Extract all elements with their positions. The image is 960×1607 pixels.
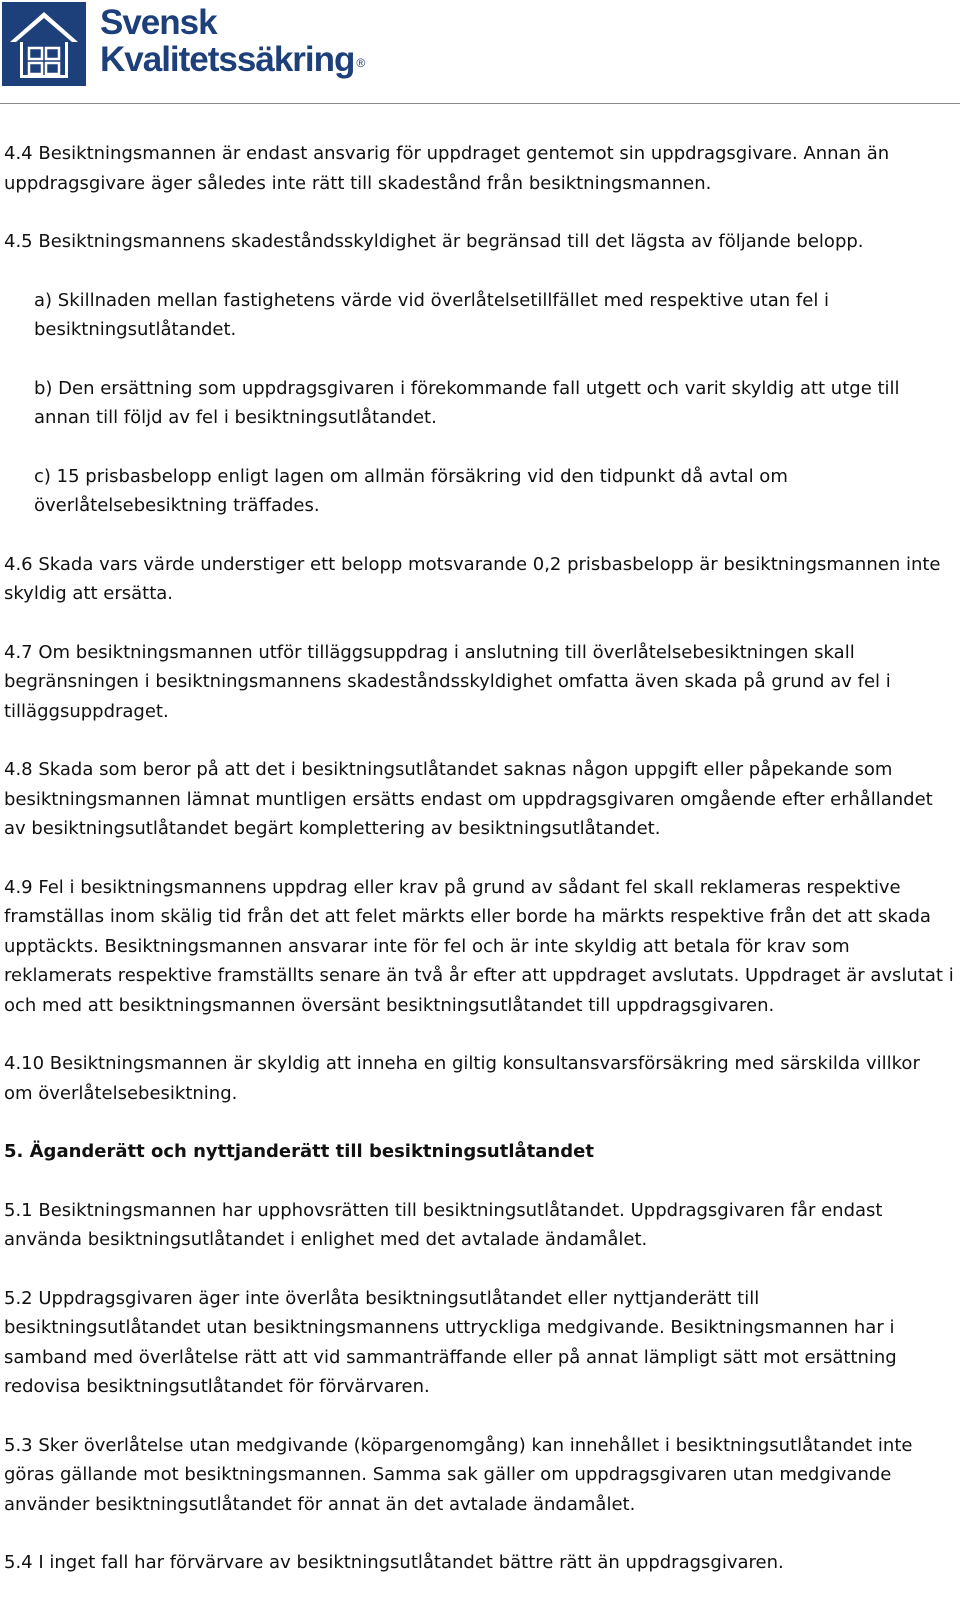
clause-5-4: 5.4 I inget fall har förvärvare av besiktningsutlåtandet bättre rätt än uppdragsgivaren.	[4, 1552, 784, 1573]
header-divider	[0, 103, 960, 104]
clause-4-5-a: a) Skillnaden mellan fastighetens värde vid överlåtelsetillfället med respektive utan fel i besiktningsutlåtandet.	[34, 289, 830, 340]
section-5-heading: 5. Äganderätt och nyttjanderätt till besiktningsutlåtandet	[4, 1141, 594, 1162]
clause-4-10: 4.10 Besiktningsmannen är skyldig att inneha en giltig konsultansvarsförsäkring med särskilda villkor om överlåtelsebesiktning.	[4, 1053, 920, 1104]
logo-line-2	[100, 41, 364, 78]
clause-4-5: 4.5 Besiktningsmannens skadeståndsskyldighet är begränsad till det lägsta av följande belopp.	[4, 231, 864, 252]
page-header	[0, 0, 960, 100]
logo-line-2-text: Kvalitetssäkring	[100, 40, 355, 79]
clause-5-1: 5.1 Besiktningsmannen har upphovsrätten till besiktningsutlåtandet. Uppdragsgivaren får endast använda besiktningsutlåtandet i enlighet med det avtalade ändamålet.	[4, 1199, 883, 1250]
document-body	[4, 139, 954, 1607]
clause-5-3: 5.3 Sker överlåtelse utan medgivande (köpargenomgång) kan innehållet i besiktningsutlåtandet inte göras gällande mot besiktningsmannen. Samma sak gäller om uppdragsgivaren utan medgivande använder besiktningsutlåtandet för annat än det avtalade ändamålet.	[4, 1434, 913, 1515]
house-logo-icon	[2, 2, 86, 86]
registered-mark: ®	[356, 56, 365, 70]
clause-4-5-b: b) Den ersättning som uppdragsgivaren i förekommande fall utgett och varit skyldig att utge till annan till följd av fel i besiktningsutlåtandet.	[34, 377, 900, 428]
clause-4-8: 4.8 Skada som beror på att det i besiktningsutlåtandet saknas någon uppgift eller påpekande som besiktningsmannen lämnat muntligen ersätts endast om uppdragsgivaren omgående efter erhållandet av besiktningsutlåtandet begärt komplettering av besiktningsutlåtandet.	[4, 759, 933, 839]
clause-4-5-c: c) 15 prisbasbelopp enligt lagen om allmän försäkring vid den tidpunkt då avtal om överlåtelsebesiktning träffades.	[34, 465, 788, 516]
clause-4-4: 4.4 Besiktningsmannen är endast ansvarig för uppdraget gentemot sin uppdragsgivare. Annan än uppdragsgivare äger således inte rätt till skadestånd från besiktningsmannen.	[4, 143, 890, 194]
clause-5-2: 5.2 Uppdragsgivaren äger inte överlåta besiktningsutlåtandet eller nyttjanderätt till besiktningsutlåtandet utan besiktningsmannens uttryckliga medgivande. Besiktningsmannen har i samband med överlåtelse rätt att vid sammanträffande eller på annat lämpligt sätt mot ersättning redovisa besiktningsutlåtandet för förvärvaren.	[4, 1287, 897, 1397]
logo-wordmark	[100, 4, 364, 78]
clause-4-9: 4.9 Fel i besiktningsmannens uppdrag eller krav på grund av sådant fel skall reklameras respektive framställas inom skälig tid från det att felet märkts eller borde ha märkts respektive från det att skada upptäckts. Besiktningsmannen ansvarar inte för fel och är inte skyldig att betala för krav som reklamerats respektive framställts senare än två år efter att uppdraget avslutats. Uppdraget är avslutat i och med att besiktningsmannen översänt besiktningsutlåtandet till uppdragsgivaren.	[4, 876, 954, 1016]
logo-line-1: Svensk	[100, 3, 217, 42]
clause-4-6: 4.6 Skada vars värde understiger ett belopp motsvarande 0,2 prisbasbelopp är besiktningsmannen inte skyldig att ersätta.	[4, 553, 941, 604]
clause-4-7: 4.7 Om besiktningsmannen utför tilläggsuppdrag i anslutning till överlåtelsebesiktningen skall begränsningen i besiktningsmannens skadeståndsskyldighet omfatta även skada på grund av fel i tilläggsuppdraget.	[4, 641, 891, 722]
